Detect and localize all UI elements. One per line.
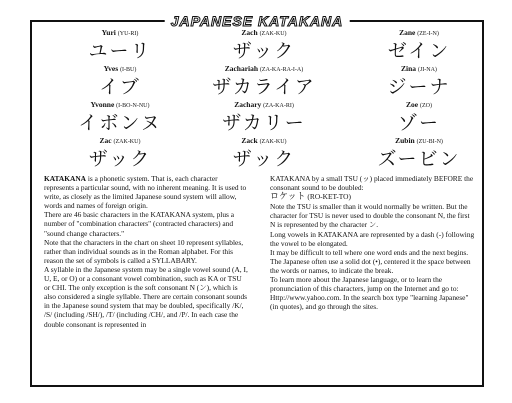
name-column-2 xyxy=(189,28,339,172)
paragraph: There are 46 basic characters in the KATAKANA system, plus a number of "combination characters" (contracted characters) and "sound change characters." xyxy=(44,210,235,238)
name-entry xyxy=(189,28,339,64)
english-name: Zack xyxy=(241,136,258,145)
katakana-name: ザック xyxy=(232,40,296,62)
english-name: Zane xyxy=(399,28,416,37)
paragraph: It may be difficult to tell where one word ends and the next begins. The Japanese often use a solid dot (•), centered it the space between the words or names, to indicate the break. xyxy=(270,247,471,275)
name-entry xyxy=(45,28,195,64)
katakana-name: ユーリ xyxy=(88,40,152,62)
name-chart xyxy=(32,28,482,172)
paragraph: Note that the characters in the chart on sheet 10 represent syllables, rather than individual sounds as in the Roman alphabet. For this reason the set of symbols is called a SYLLABARY. xyxy=(44,237,244,265)
paragraph: KATAKANA by a small TSU (ッ) placed immediately BEFORE the consonant sound to be doubled: xyxy=(270,174,474,193)
katakana-name: ゾー xyxy=(397,112,440,134)
romaji: (ZAK-KU) xyxy=(259,31,287,37)
name-column-3 xyxy=(344,28,494,172)
name-entry xyxy=(344,64,494,100)
romaji: (ZA-KA-RA-I-A) xyxy=(259,67,304,73)
english-name: Zachariah xyxy=(224,64,259,73)
explanation-right-column xyxy=(270,174,475,311)
katakana-name: ズービン xyxy=(377,148,461,170)
katakana-name: ザック xyxy=(232,148,296,170)
romaji: (ZA-KA-RI) xyxy=(263,103,294,109)
name-entry xyxy=(344,136,494,172)
romaji: (ZO) xyxy=(419,103,432,109)
name-entry xyxy=(189,64,339,100)
romaji: (JI-NA) xyxy=(417,67,437,73)
explanation-left-column xyxy=(44,174,249,329)
paragraph: Long vowels in KATAKANA are represented by a dash (-) following the vowel to be elongated. xyxy=(270,229,475,248)
english-name: Zach xyxy=(241,28,258,37)
english-name: Yves xyxy=(103,64,119,73)
romaji: (ZE-I-N) xyxy=(417,31,439,37)
paragraph: A syllable in the Japanese system may be a single vowel sound (A, I, U, E, or O) or a consonant vowel combination, such as KA or TSU or CHI. The only exception is the soft consonant N (ン), which is also considered a single syllable. There are certain consonant sounds in the Japanese sound system that may be doubled, specifically /K/, /S/ (including /SH/), /T/ (including /CH/, and /P/. In each case the double consonant is represented in xyxy=(44,264,248,329)
english-name: Zoe xyxy=(406,100,419,109)
katakana-name: ザカリー xyxy=(222,112,306,134)
name-entry xyxy=(189,100,339,136)
paragraph: KATAKANA is a phonetic system. That is, each character represents a particular sound, with no inherent meaning. It is used to write, as closely as the limited Japanese sound system will allow, words and names of foreign origin. xyxy=(44,174,247,211)
romaji: (ZU-BI-N) xyxy=(416,139,443,145)
name-entry xyxy=(344,100,494,136)
name-entry xyxy=(45,136,195,172)
english-name: Zac xyxy=(99,136,112,145)
romaji: (ZAK-KU) xyxy=(113,139,141,145)
katakana-name: イブ xyxy=(99,76,141,98)
name-column-1 xyxy=(45,28,195,172)
paragraph: To learn more about the Japanese language, or to learn the pronunciation of this characters, jump on the Internet and go to: Http://www.yahoo.com. In the search box type "learning Japanese" (in quotes), and go through the sites. xyxy=(270,275,469,312)
katakana-name: ジーナ xyxy=(387,76,451,98)
english-name: Yvonne xyxy=(90,100,115,109)
paragraph: Note the TSU is smaller than it would normally be written. But the character for TSU is never used to double the consonant N, the first N is represented by the character ン. xyxy=(270,202,470,230)
name-entry xyxy=(189,136,339,172)
romaji: (YU-RI) xyxy=(117,31,139,37)
english-name: Zina xyxy=(401,64,417,73)
english-name: Zachary xyxy=(234,100,262,109)
document-frame xyxy=(30,13,484,387)
english-name: Zubin xyxy=(395,136,415,145)
name-entry xyxy=(344,28,494,64)
name-entry xyxy=(45,100,195,136)
page-title: JAPANESE KATAKANA xyxy=(165,13,350,29)
katakana-name: ザック xyxy=(88,148,152,170)
name-entry xyxy=(45,64,195,100)
example-katakana: ロケット xyxy=(270,192,306,203)
katakana-name: ゼイン xyxy=(387,40,451,62)
example-romaji: (RO-KET-TO) xyxy=(307,192,351,202)
example-line xyxy=(270,192,475,202)
romaji: (I-BU) xyxy=(120,67,137,73)
katakana-name: ザカライア xyxy=(212,76,316,98)
romaji: (ZAK-KU) xyxy=(259,139,287,145)
english-name: Yuri xyxy=(101,28,116,37)
katakana-name: イボンヌ xyxy=(78,112,162,134)
romaji: (I-BO-N-NU) xyxy=(116,103,150,109)
term-katakana: KATAKANA xyxy=(44,174,87,183)
